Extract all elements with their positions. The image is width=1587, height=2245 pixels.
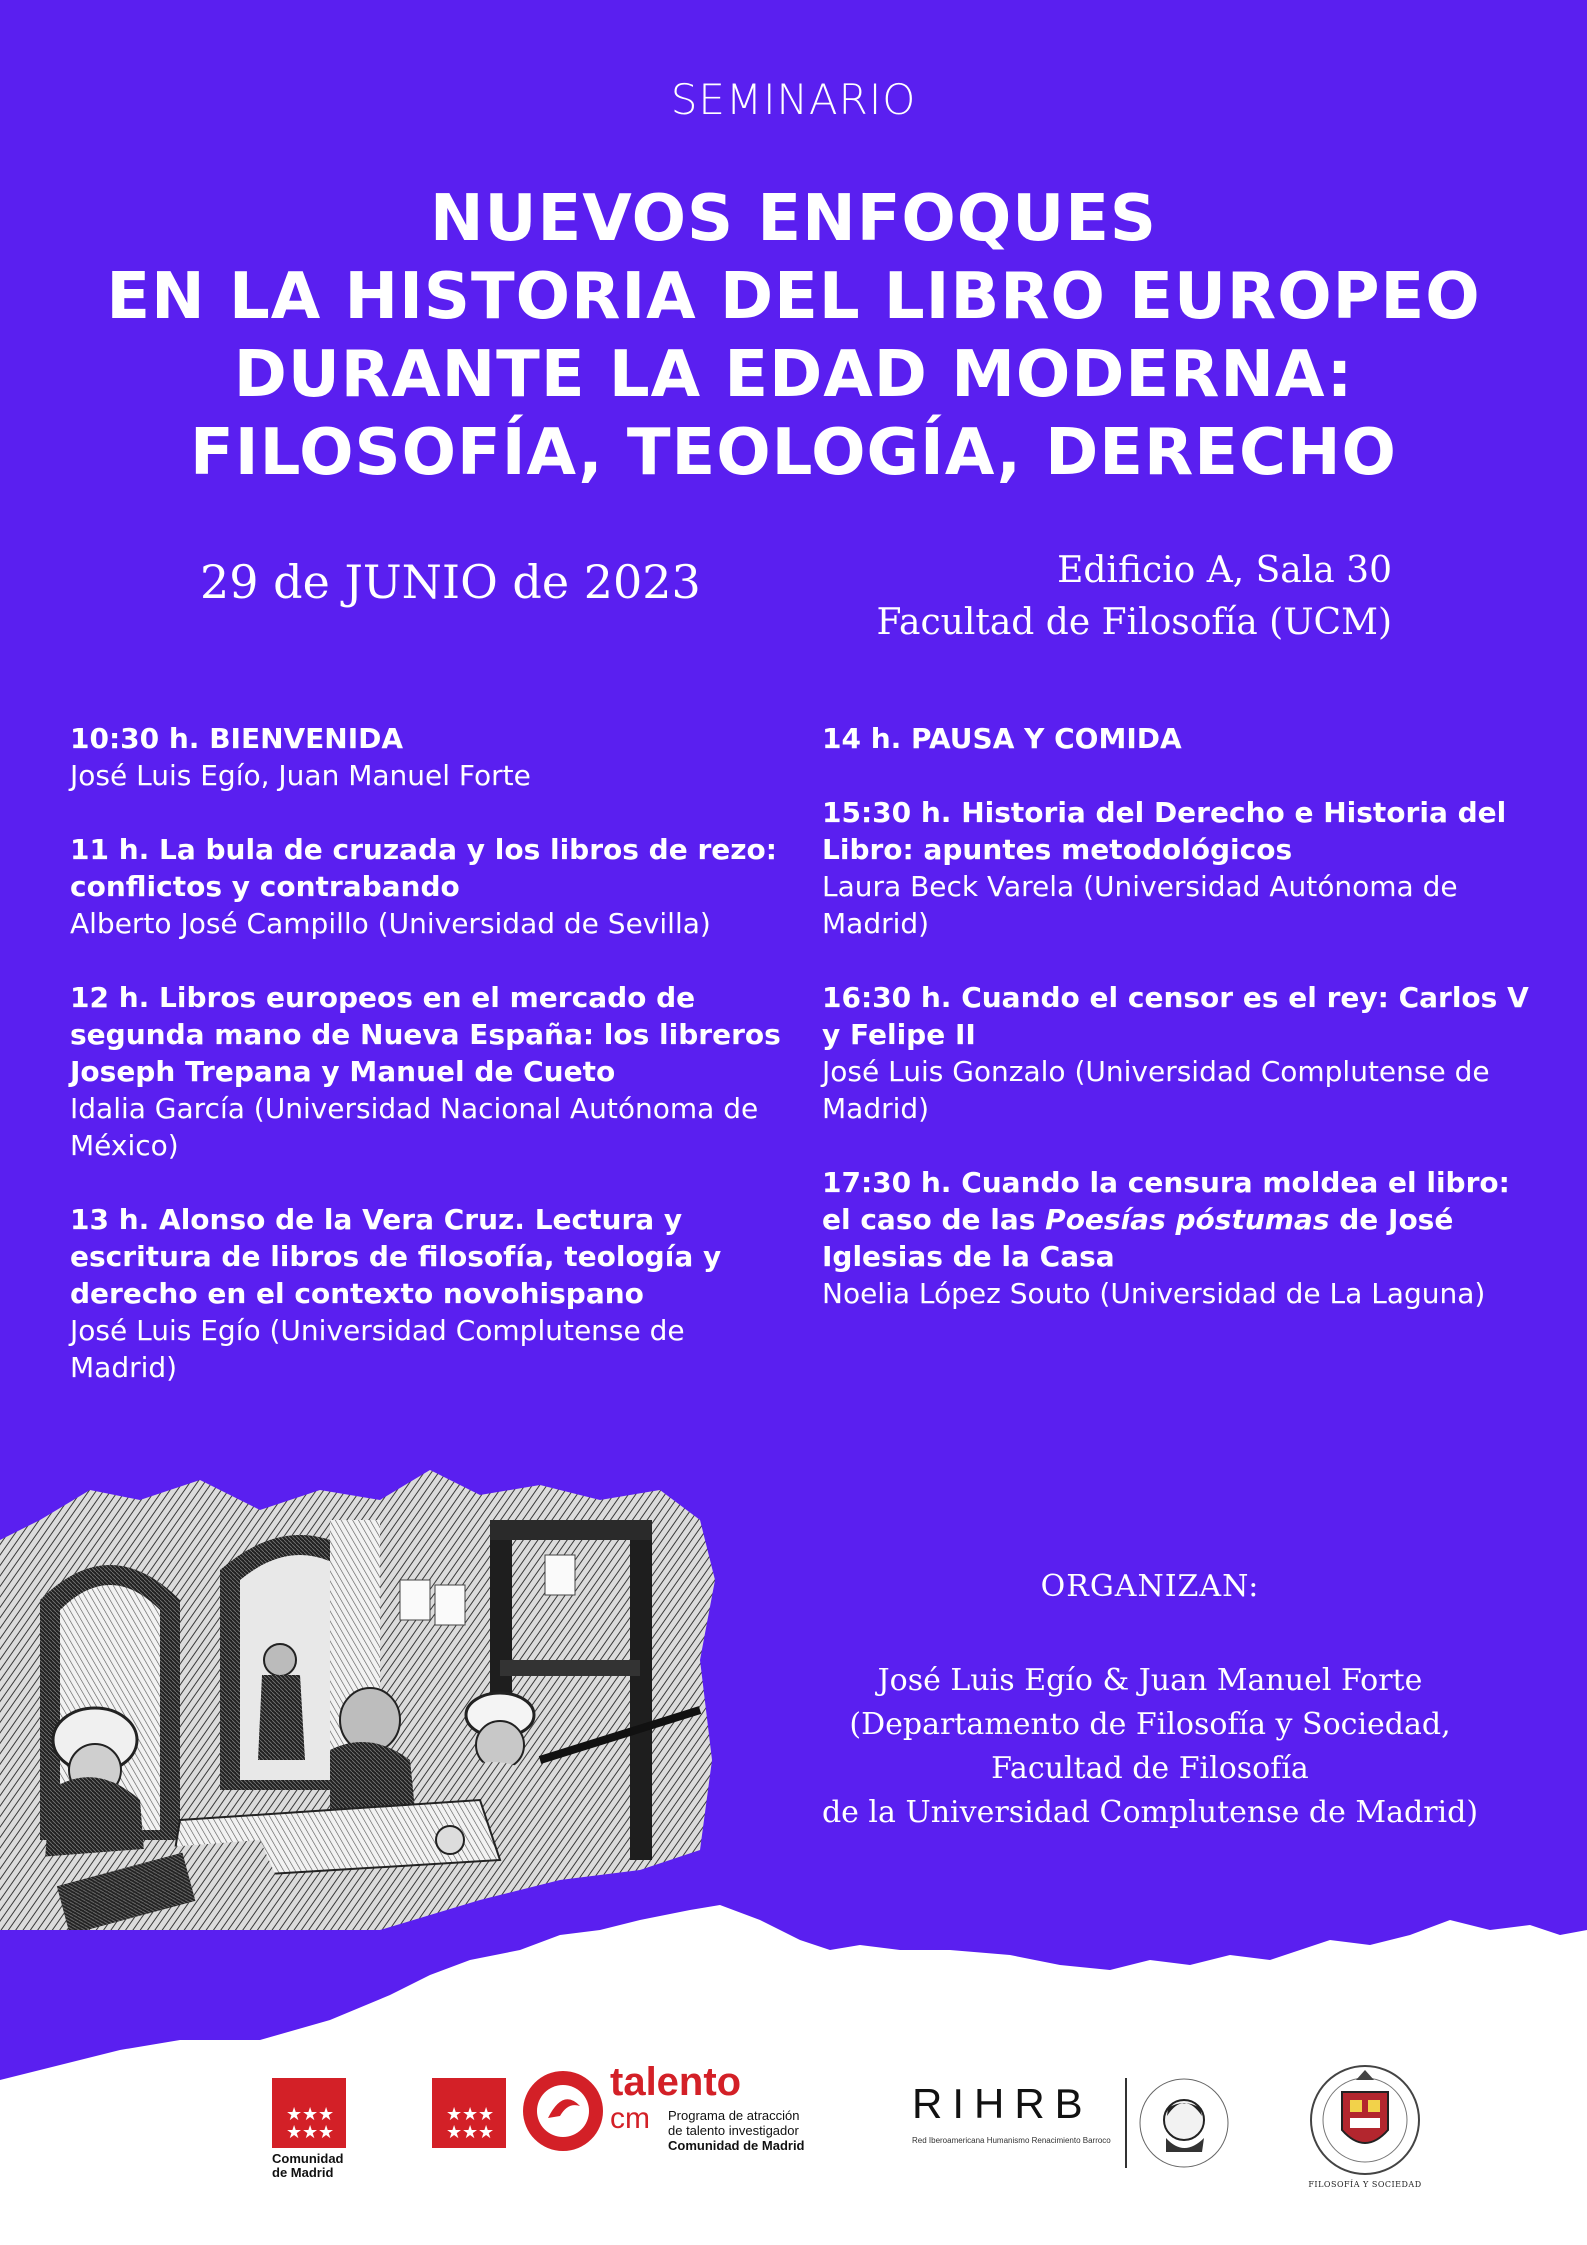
cm-label-line: Comunidad [272, 2151, 344, 2166]
program-item-title: 16:30 h. Cuando el censor es el rey: Carlos V y Felipe II [822, 981, 1529, 1051]
svg-text:★: ★ [446, 2104, 463, 2125]
talento-cm-wordmark: cm [610, 2102, 650, 2135]
rihrb-wordmark: RIHRB [912, 2080, 1093, 2127]
organizers-block [780, 1565, 1520, 1835]
comunidad-madrid-label [272, 2152, 344, 2180]
cm-label-line: de Madrid [272, 2165, 334, 2180]
organizers-line: de la Universidad Complutense de Madrid) [821, 1795, 1479, 1830]
program-item-speaker: José Luis Egío, Juan Manuel Forte [70, 759, 531, 792]
kicker: SEMINARIO [670, 75, 917, 124]
program-right-column [822, 720, 1542, 1349]
event-venue [877, 545, 1392, 649]
program-item [822, 794, 1542, 942]
program-item [822, 979, 1542, 1127]
title-line-1: NUEVOS ENFOQUES [429, 182, 1158, 256]
ucm-seal-icon [1300, 2060, 1430, 2180]
title-line-3: DURANTE LA EDAD MODERNA: [233, 338, 1354, 412]
svg-text:★: ★ [478, 2122, 495, 2143]
organizers-line: José Luis Egío & Juan Manuel Forte [877, 1663, 1423, 1698]
program-item-speaker: Laura Beck Varela (Universidad Autónoma de Madrid) [822, 870, 1458, 940]
book-title: Poesías póstumas [1045, 1203, 1330, 1236]
talento-wordmark: talento [610, 2060, 742, 2104]
svg-text:★: ★ [286, 2104, 303, 2125]
talento-cm-emblem-icon [520, 2068, 606, 2154]
talento-desc-line: de talento investigador [668, 2123, 799, 2138]
program-item [822, 720, 1542, 757]
organizers-line: Facultad de Filosofía [991, 1751, 1309, 1786]
program-item-speaker: José Luis Egío (Universidad Complutense de Madrid) [70, 1314, 685, 1384]
program-item-speaker: Idalia García (Universidad Nacional Autónoma de México) [70, 1092, 759, 1162]
rihrb-subtitle: Red Iberoamericana Humanismo Renacimiento Barroco [912, 2136, 1111, 2145]
venue-line-2: Facultad de Filosofía (UCM) [876, 602, 1392, 643]
program-item-title: 12 h. Libros europeos en el mercado de segunda mano de Nueva España: los libreros Joseph Trepana y Manuel de Cueto [70, 981, 781, 1088]
title-part: de José Iglesias de la Casa [822, 1203, 1454, 1273]
venue-line-1: Edificio A, Sala 30 [1057, 550, 1392, 591]
program-item [70, 979, 790, 1164]
program-item-title: 10:30 h. BIENVENIDA [70, 722, 404, 755]
comunidad-madrid-logo-2 [432, 2078, 506, 2148]
talento-description [668, 2108, 805, 2153]
program-item [70, 831, 790, 942]
svg-text:★: ★ [318, 2104, 335, 2125]
title-part: 17:30 h. Cuando la censura moldea el libro: el caso de las [822, 1166, 1510, 1236]
program-item [70, 1201, 790, 1386]
program-item-title: 13 h. Alonso de la Vera Cruz. Lectura y escritura de libros de filosofía, teología y derecho en el contexto novohispano [70, 1203, 722, 1310]
program-item [70, 720, 790, 794]
program-left-column [70, 720, 790, 1423]
svg-text:★: ★ [446, 2122, 463, 2143]
organizers-line: (Departamento de Filosofía y Sociedad, [849, 1707, 1451, 1742]
poster-title [0, 180, 1587, 492]
program-item-speaker: Alberto José Campillo (Universidad de Sevilla) [70, 907, 711, 940]
program-item-speaker: José Luis Gonzalo (Universidad Complutense de Madrid) [822, 1055, 1490, 1125]
title-line-4: FILOSOFÍA, TEOLOGÍA, DERECHO [190, 416, 1397, 490]
svg-text:★: ★ [478, 2104, 495, 2125]
program-item-title: 14 h. PAUSA Y COMIDA [822, 722, 1182, 755]
program-item [822, 1164, 1542, 1312]
title-line-2: EN LA HISTORIA DEL LIBRO EUROPEO [106, 260, 1481, 334]
svg-text:★: ★ [462, 2104, 479, 2125]
svg-text:★: ★ [302, 2104, 319, 2125]
svg-text:★: ★ [462, 2122, 479, 2143]
comunidad-madrid-logo [272, 2078, 346, 2148]
talento-desc-line: Comunidad de Madrid [668, 2138, 805, 2153]
program-item-speaker: Noelia López Souto (Universidad de La Laguna) [822, 1277, 1486, 1310]
svg-text:★: ★ [302, 2122, 319, 2143]
svg-text:★: ★ [318, 2122, 335, 2143]
rihrb-portrait-seal-icon [1122, 2068, 1232, 2178]
program-item-title [822, 1164, 1542, 1275]
program-item-title: 11 h. La bula de cruzada y los libros de rezo: conflictos y contrabando [70, 833, 777, 903]
organizers-title: ORGANIZAN: [1040, 1569, 1260, 1604]
ucm-caption: FILOSOFÍA Y SOCIEDAD [1308, 2180, 1422, 2189]
program-item-title: 15:30 h. Historia del Derecho e Historia del Libro: apuntes metodológicos [822, 796, 1507, 866]
event-date: 29 de JUNIO de 2023 [200, 555, 701, 609]
svg-text:★: ★ [286, 2122, 303, 2143]
talento-desc-line: Programa de atracción [668, 2108, 800, 2123]
